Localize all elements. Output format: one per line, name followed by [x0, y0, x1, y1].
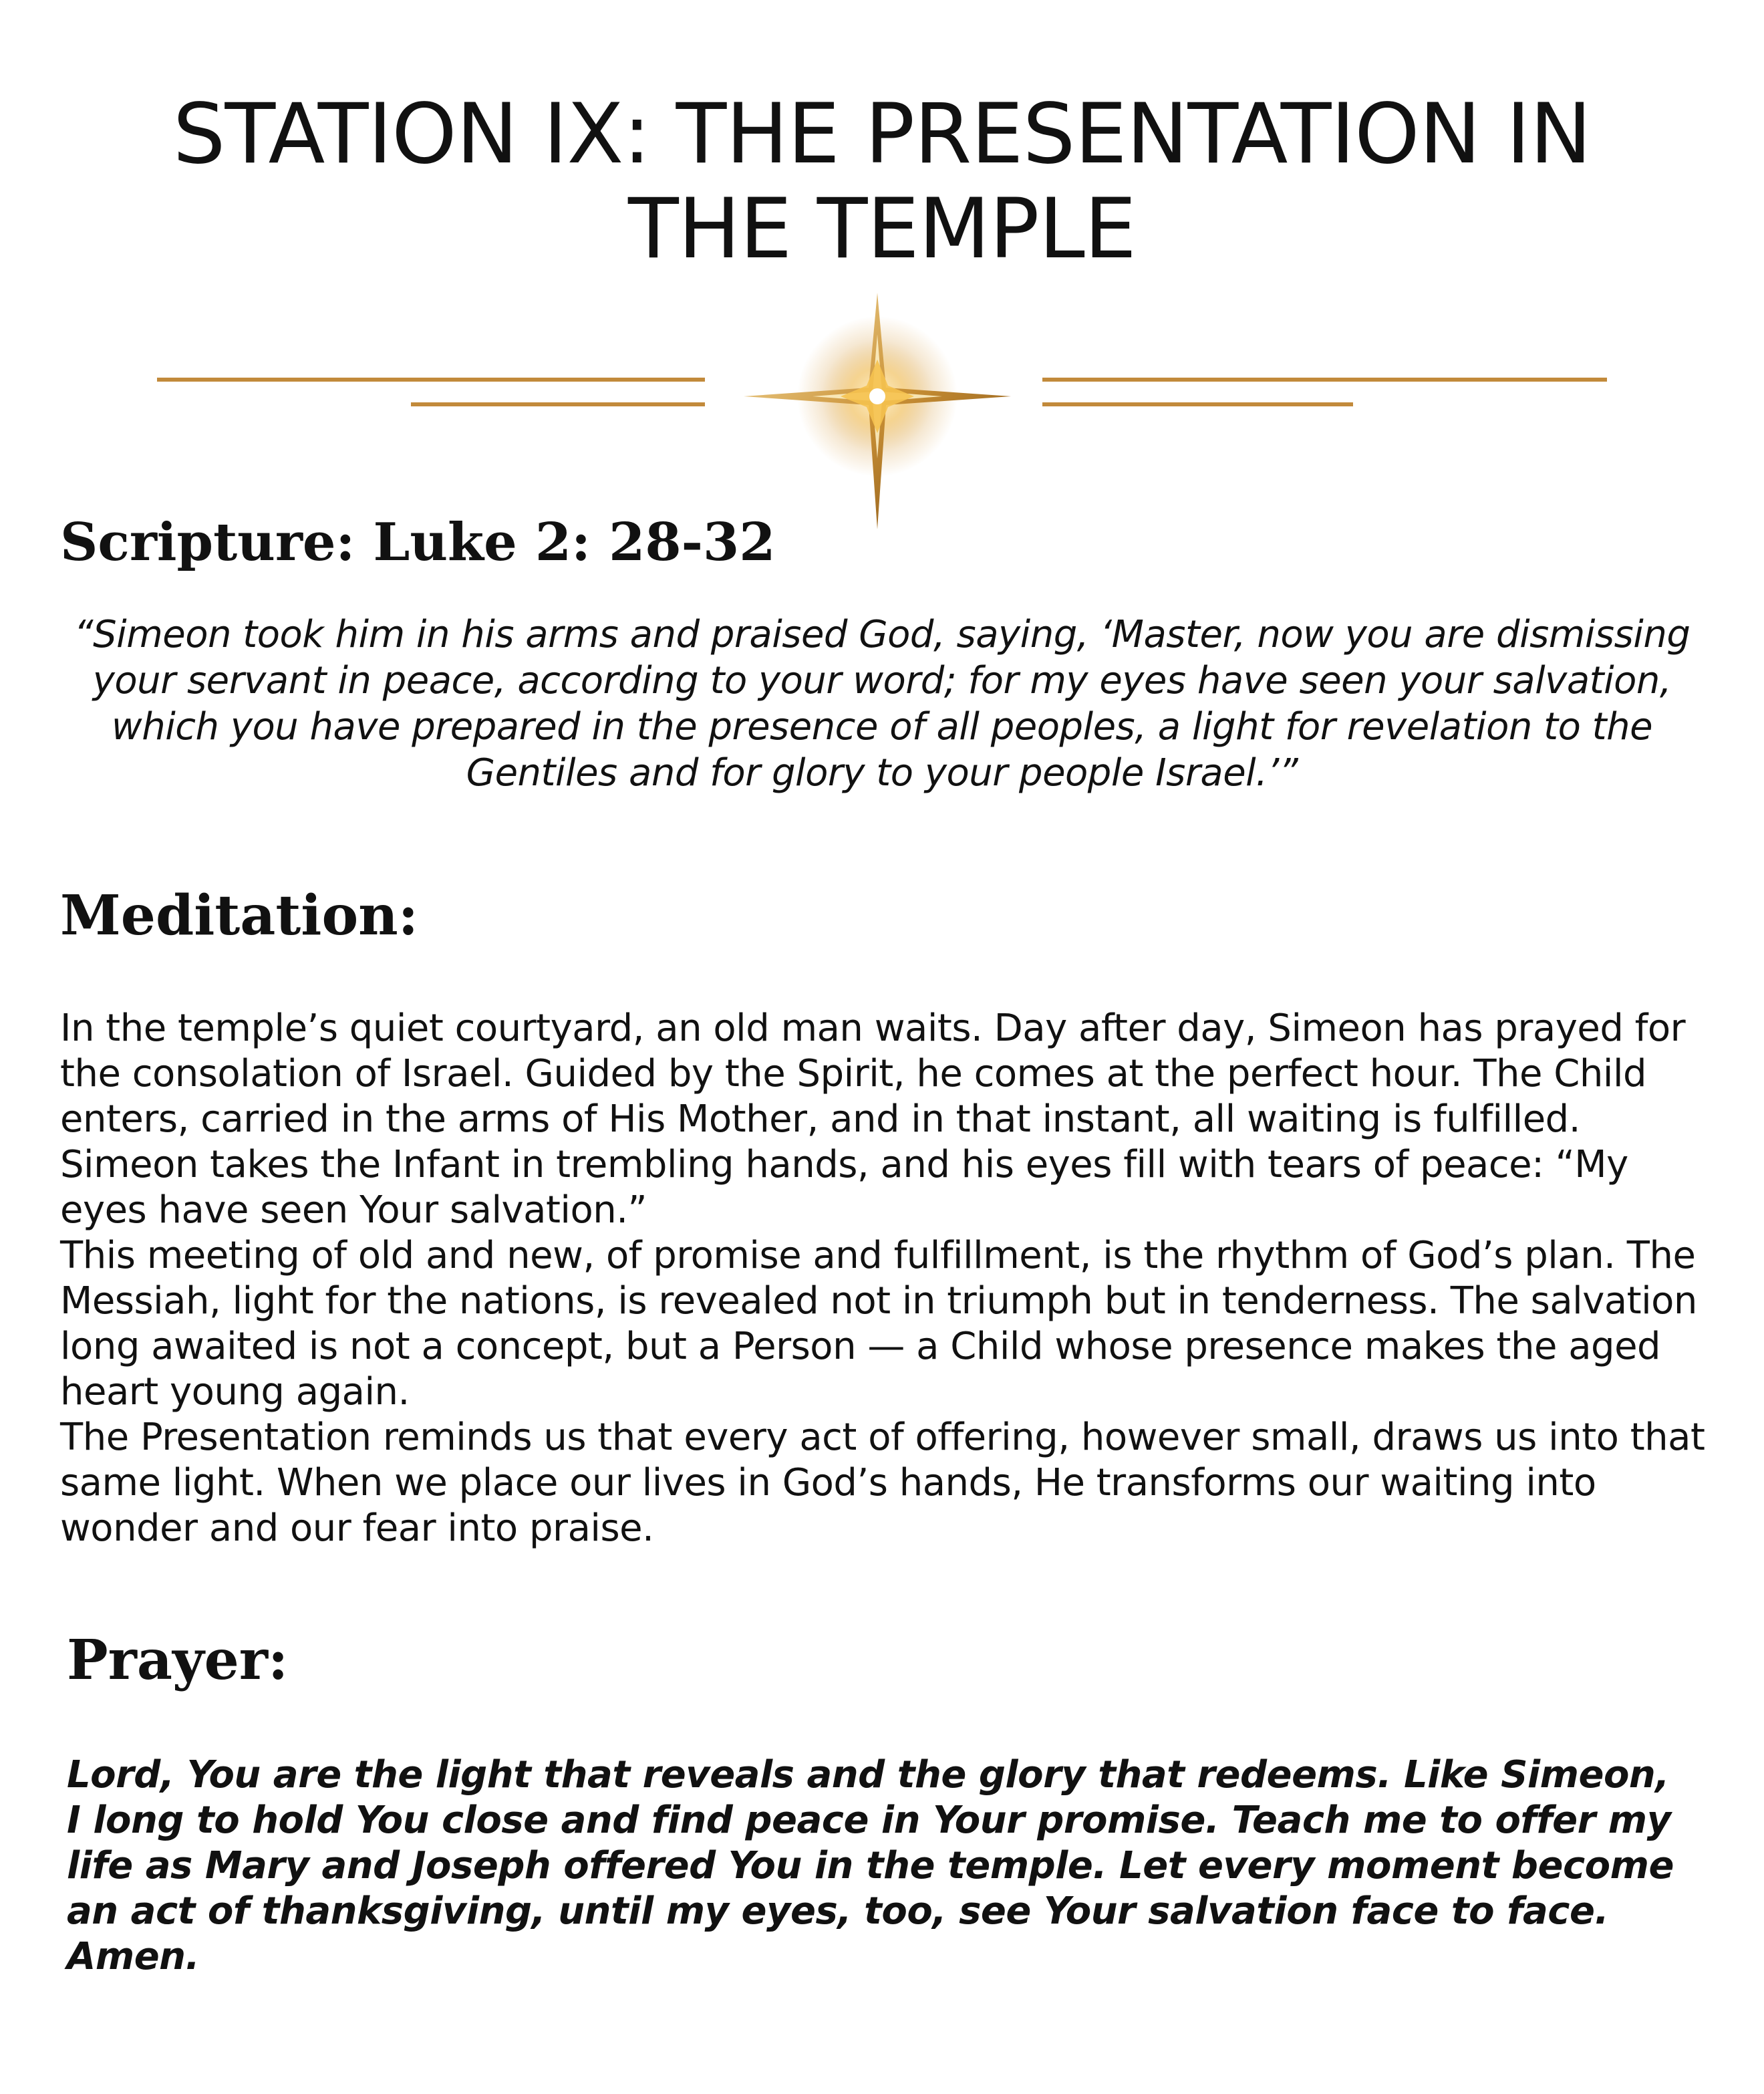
star-divider [147, 287, 1617, 541]
divider-line-right-lower [1042, 402, 1353, 406]
page-title: STATION IX: THE PRESENTATION IN THE TEMPLE [172, 86, 1592, 277]
divider-line-left-upper [157, 378, 705, 382]
meditation-body [60, 1006, 1717, 1551]
meditation-heading: Meditation: [60, 884, 419, 948]
scripture-quote: “Simeon took him in his arms and praised God, saying, ‘Master, now you are dismissing your servant in peace, according to your word; for my eyes have seen your salvation, which you have prepared in the presence of all peoples, a light for revelation to the Gentiles and for glory to your people Israel.’” [74, 613, 1690, 795]
prayer-heading: Prayer: [67, 1628, 289, 1692]
divider-line-right-upper [1042, 378, 1607, 382]
meditation-paragraph: This meeting of old and new, of promise and fulfillment, is the rhythm of God’s plan. The Messiah, light for the nations, is revealed not in triumph but in tenderness. The salvation long awaited is not a concept, but a Person — a Child whose presence makes the aged heart young again. [60, 1234, 1697, 1414]
four-point-star-icon [744, 293, 1011, 529]
meditation-paragraph: The Presentation reminds us that every act of offering, however small, draws us into that same light. When we place our lives in God’s hands, He transforms our waiting into wonder and our fear into praise. [60, 1416, 1705, 1550]
divider-line-left-lower [411, 402, 705, 406]
scripture-heading: Scripture: Luke 2: 28-32 [60, 512, 776, 573]
prayer-text: Lord, You are the light that reveals and the glory that redeems. Like Simeon, I long to hold You close and find peace in Your promise. Teach me to offer my life as Mary and Joseph offered You in the temple. Let every moment become an act of thanksgiving, until my eyes, too, see Your salvation face to face. Amen. [67, 1753, 1674, 1978]
meditation-paragraph: In the temple’s quiet courtyard, an old man waits. Day after day, Simeon has prayed for the consolation of Israel. Guided by the Spirit, he comes at the perfect hour. The Child enters, carried in the arms of His Mother, and in that instant, all waiting is fulfilled. Simeon takes the Infant in trembling hands, and his eyes fill with tears of peace: “My eyes have seen Your salvation.” [60, 1007, 1686, 1232]
